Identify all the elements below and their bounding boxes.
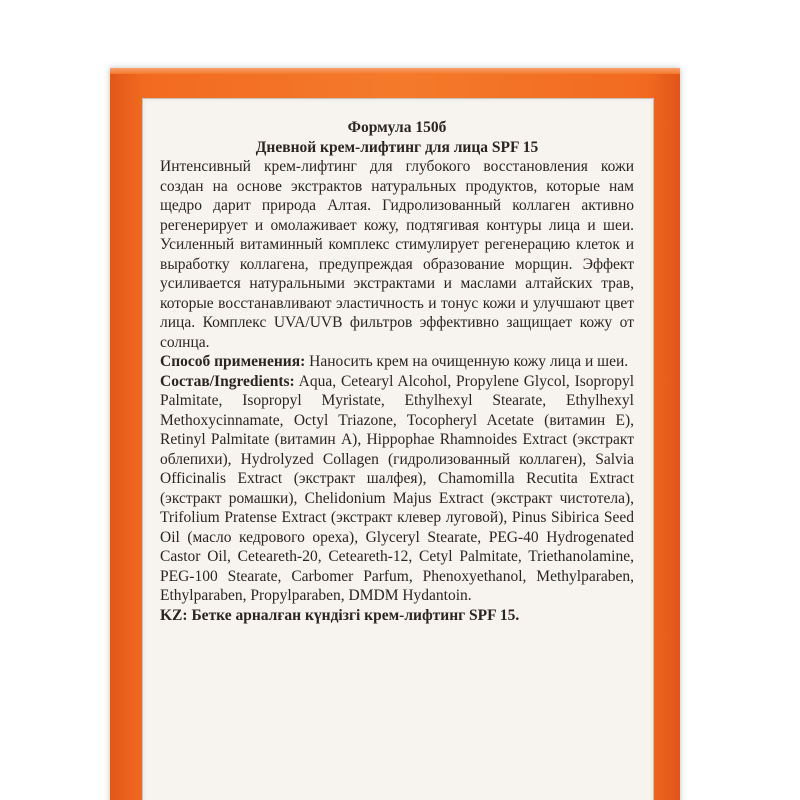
product-description: Интенсивный крем-лифтинг для глубокого восстановления кожи создан на основе экстрактов натуральных продуктов, которые нам щедро дарит природа Алтая. Гидролизованный коллаген активно регенерирует и омолаживает кожу, подтягивая контуры лица и шеи. Усиленный витаминный комплекс стимулирует регенерацию клеток и выработку коллагена, предупреждая образование морщин. Эффект усиливается натуральными экстрактами и маслами алтайских трав, которые восстанавливают эластичность и тонус кожи и улучшают цвет лица. Комплекс UVA/UVB фильтров эффективно защищает кожу от солнца. [160,158,634,351]
kz-label: KZ: [160,606,188,624]
formula-number: Формула 150б [347,119,447,136]
box-top-edge [110,68,680,74]
usage-paragraph [160,352,634,372]
label-text-block [160,118,634,625]
kz-paragraph [160,606,634,626]
ingredients-text: Aqua, Cetearyl Alcohol, Propylene Glycol, Isopropyl Palmitate, Isopropyl Myristate, Ethylhexyl Stearate, Ethylhexyl Methoxycinnamate, Octyl Triazone, Tocopheryl Acetate (витамин Е), Retinyl Palmitate (витамин А), Hippophae Rhamnoides Extract (экстракт облепихи), Hydrolyzed Collagen (гидролизованный коллаген), Salvia Officinalis Extract (экстракт шалфея), Chamomilla Recutita Extract (экстракт ромашки), Chelidonium Majus Extract (экстракт чистотела), Trifolium Pratense Extract (экстракт клевер луговой), Pinus Sibirica Seed Oil (масло кедрового ореха), Glyceryl Stearate, PEG-40 Hydrogenated Castor Oil, Ceteareth-20, Ceteareth-12, Cetyl Palmitate, Triethanolamine, PEG-100 Stearate, Carbomer Parfum, Phenoxyethanol, Methylparaben, Ethylparaben, Propylparaben, DMDM Hydantoin. [160,372,634,604]
product-title: Дневной крем-лифтинг для лица SPF 15 [255,138,539,156]
usage-text: Наносить крем на очищенную кожу лица и шеи. [305,353,629,370]
usage-label: Способ применения: [160,353,306,370]
kz-text: Бетке арналған күндізгі крем-лифтинг SPF 15. [187,606,520,624]
ingredients-paragraph [160,372,634,606]
ingredients-label: Состав/Ingredients: [160,372,295,390]
